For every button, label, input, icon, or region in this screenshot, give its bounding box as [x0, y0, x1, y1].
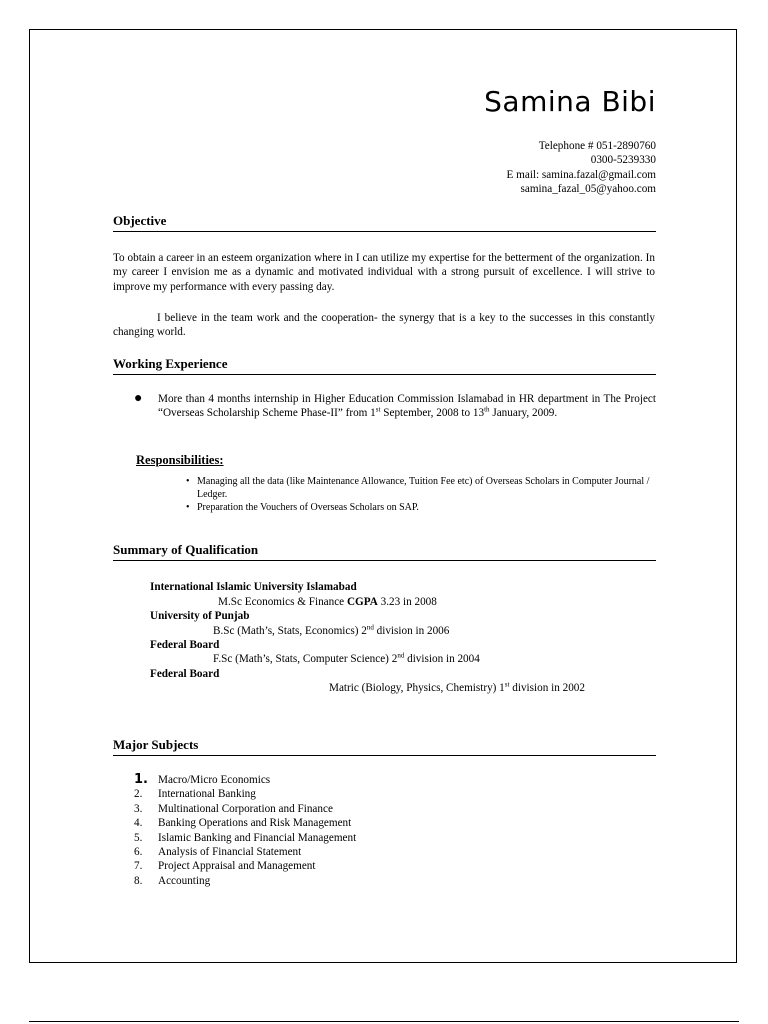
- subject-item: [134, 874, 356, 888]
- email-primary: E mail: samina.fazal@gmail.com: [506, 168, 656, 181]
- qualification-heading: Summary of Qualification: [113, 542, 656, 561]
- responsibility-item: [186, 475, 656, 501]
- next-page-edge: [29, 1021, 739, 1022]
- institution-name: International Islamic University Islamabad: [150, 581, 357, 593]
- degree-line: [218, 595, 437, 609]
- subject-item: [134, 787, 356, 801]
- responsibility-text: Preparation the Vouchers of Overseas Scholars on SAP.: [197, 502, 419, 513]
- experience-item: [134, 392, 656, 421]
- subject-item: [134, 831, 356, 845]
- experience-list: [134, 392, 656, 421]
- ordinal-suffix: th: [484, 405, 490, 414]
- subject-text: Islamic Banking and Financial Management: [158, 831, 357, 844]
- ordinal-suffix: nd: [397, 651, 405, 660]
- degree-text: M.Sc Economics & Finance: [218, 596, 347, 608]
- list-number: 4.: [134, 817, 143, 830]
- subject-text: Macro/Micro Economics: [158, 774, 271, 786]
- experience-text-a: More than 4 months internship in Higher Education Commission Islamabad in HR department in The Project “Overseas Scholarship Scheme Phase-II” from 1: [158, 393, 656, 420]
- subject-text: Accounting: [158, 874, 211, 887]
- degree-line: [213, 624, 449, 638]
- degree-cgpa-label: CGPA: [346, 596, 378, 608]
- subject-item: [134, 773, 356, 787]
- bullet-icon: ●: [134, 391, 143, 406]
- contact-block: [507, 139, 656, 197]
- subjects-heading: Major Subjects: [113, 737, 656, 756]
- subject-item: [134, 802, 356, 816]
- institution-name: University of Punjab: [150, 610, 250, 622]
- objective-paragraph: To obtain a career in an esteem organization where in I can utilize my expertise for the betterment of the organization. In my career I envision me as a dynamic and motivated individual with a strong pursuit of excellence. I will strive to improve my performance with every passing day.: [113, 252, 655, 293]
- ordinal-suffix: nd: [366, 623, 374, 632]
- bullet-icon: •: [186, 476, 190, 487]
- objective-heading: Objective: [113, 213, 656, 232]
- institution-name: Federal Board: [150, 639, 220, 651]
- subject-text: Analysis of Financial Statement: [158, 846, 302, 859]
- responsibilities-list: [186, 475, 656, 514]
- teamwork-paragraph: I believe in the team work and the cooperation- the synergy that is a key to the successes in this constantly changing world.: [113, 312, 655, 339]
- subject-text: Project Appraisal and Management: [158, 860, 316, 873]
- degree-text: B.Sc (Math’s, Stats, Economics) 2: [213, 625, 367, 637]
- subject-text: International Banking: [158, 788, 256, 801]
- subject-item: [134, 845, 356, 859]
- subjects-list: [134, 773, 356, 888]
- ordinal-suffix: st: [375, 405, 381, 414]
- experience-text-b: September, 2008 to 13: [380, 407, 485, 420]
- list-number: 6.: [134, 846, 143, 859]
- list-number: 5.: [134, 831, 143, 844]
- degree-line: [329, 681, 585, 695]
- list-number: 1.: [134, 772, 148, 787]
- list-number: 3.: [134, 802, 143, 815]
- responsibility-item: [186, 501, 656, 514]
- bullet-icon: •: [186, 502, 190, 513]
- experience-text-c: January, 2009.: [489, 407, 558, 420]
- degree-result: division in 2002: [509, 682, 585, 694]
- degree-text: Matric (Biology, Physics, Chemistry) 1: [329, 682, 505, 694]
- mobile-number: 0300-5239330: [590, 154, 656, 167]
- email-secondary: samina_fazal_05@yahoo.com: [520, 183, 656, 196]
- degree-result: division in 2004: [404, 653, 480, 665]
- degree-result: 3.23 in 2008: [377, 596, 437, 608]
- ordinal-suffix: st: [504, 680, 510, 689]
- degree-line: [213, 652, 480, 666]
- subject-item: [134, 859, 356, 873]
- candidate-name: Samina Bibi: [484, 85, 656, 118]
- responsibilities-heading: Responsibilities:: [136, 453, 224, 467]
- institution-name: Federal Board: [150, 668, 220, 680]
- list-number: 8.: [134, 874, 143, 887]
- degree-text: F.Sc (Math’s, Stats, Computer Science) 2: [213, 653, 398, 665]
- experience-heading: Working Experience: [113, 356, 656, 375]
- degree-result: division in 2006: [373, 625, 450, 637]
- list-number: 7.: [134, 860, 143, 873]
- list-number: 2.: [134, 788, 143, 801]
- subject-text: Banking Operations and Risk Management: [158, 817, 352, 830]
- telephone: Telephone # 051-2890760: [538, 140, 656, 152]
- subject-text: Multinational Corporation and Finance: [158, 802, 333, 815]
- subject-item: [134, 816, 356, 830]
- responsibility-text: Managing all the data (like Maintenance Allowance, Tuition Fee etc) of Overseas Scholars in Computer Journal / Ledger.: [197, 476, 650, 500]
